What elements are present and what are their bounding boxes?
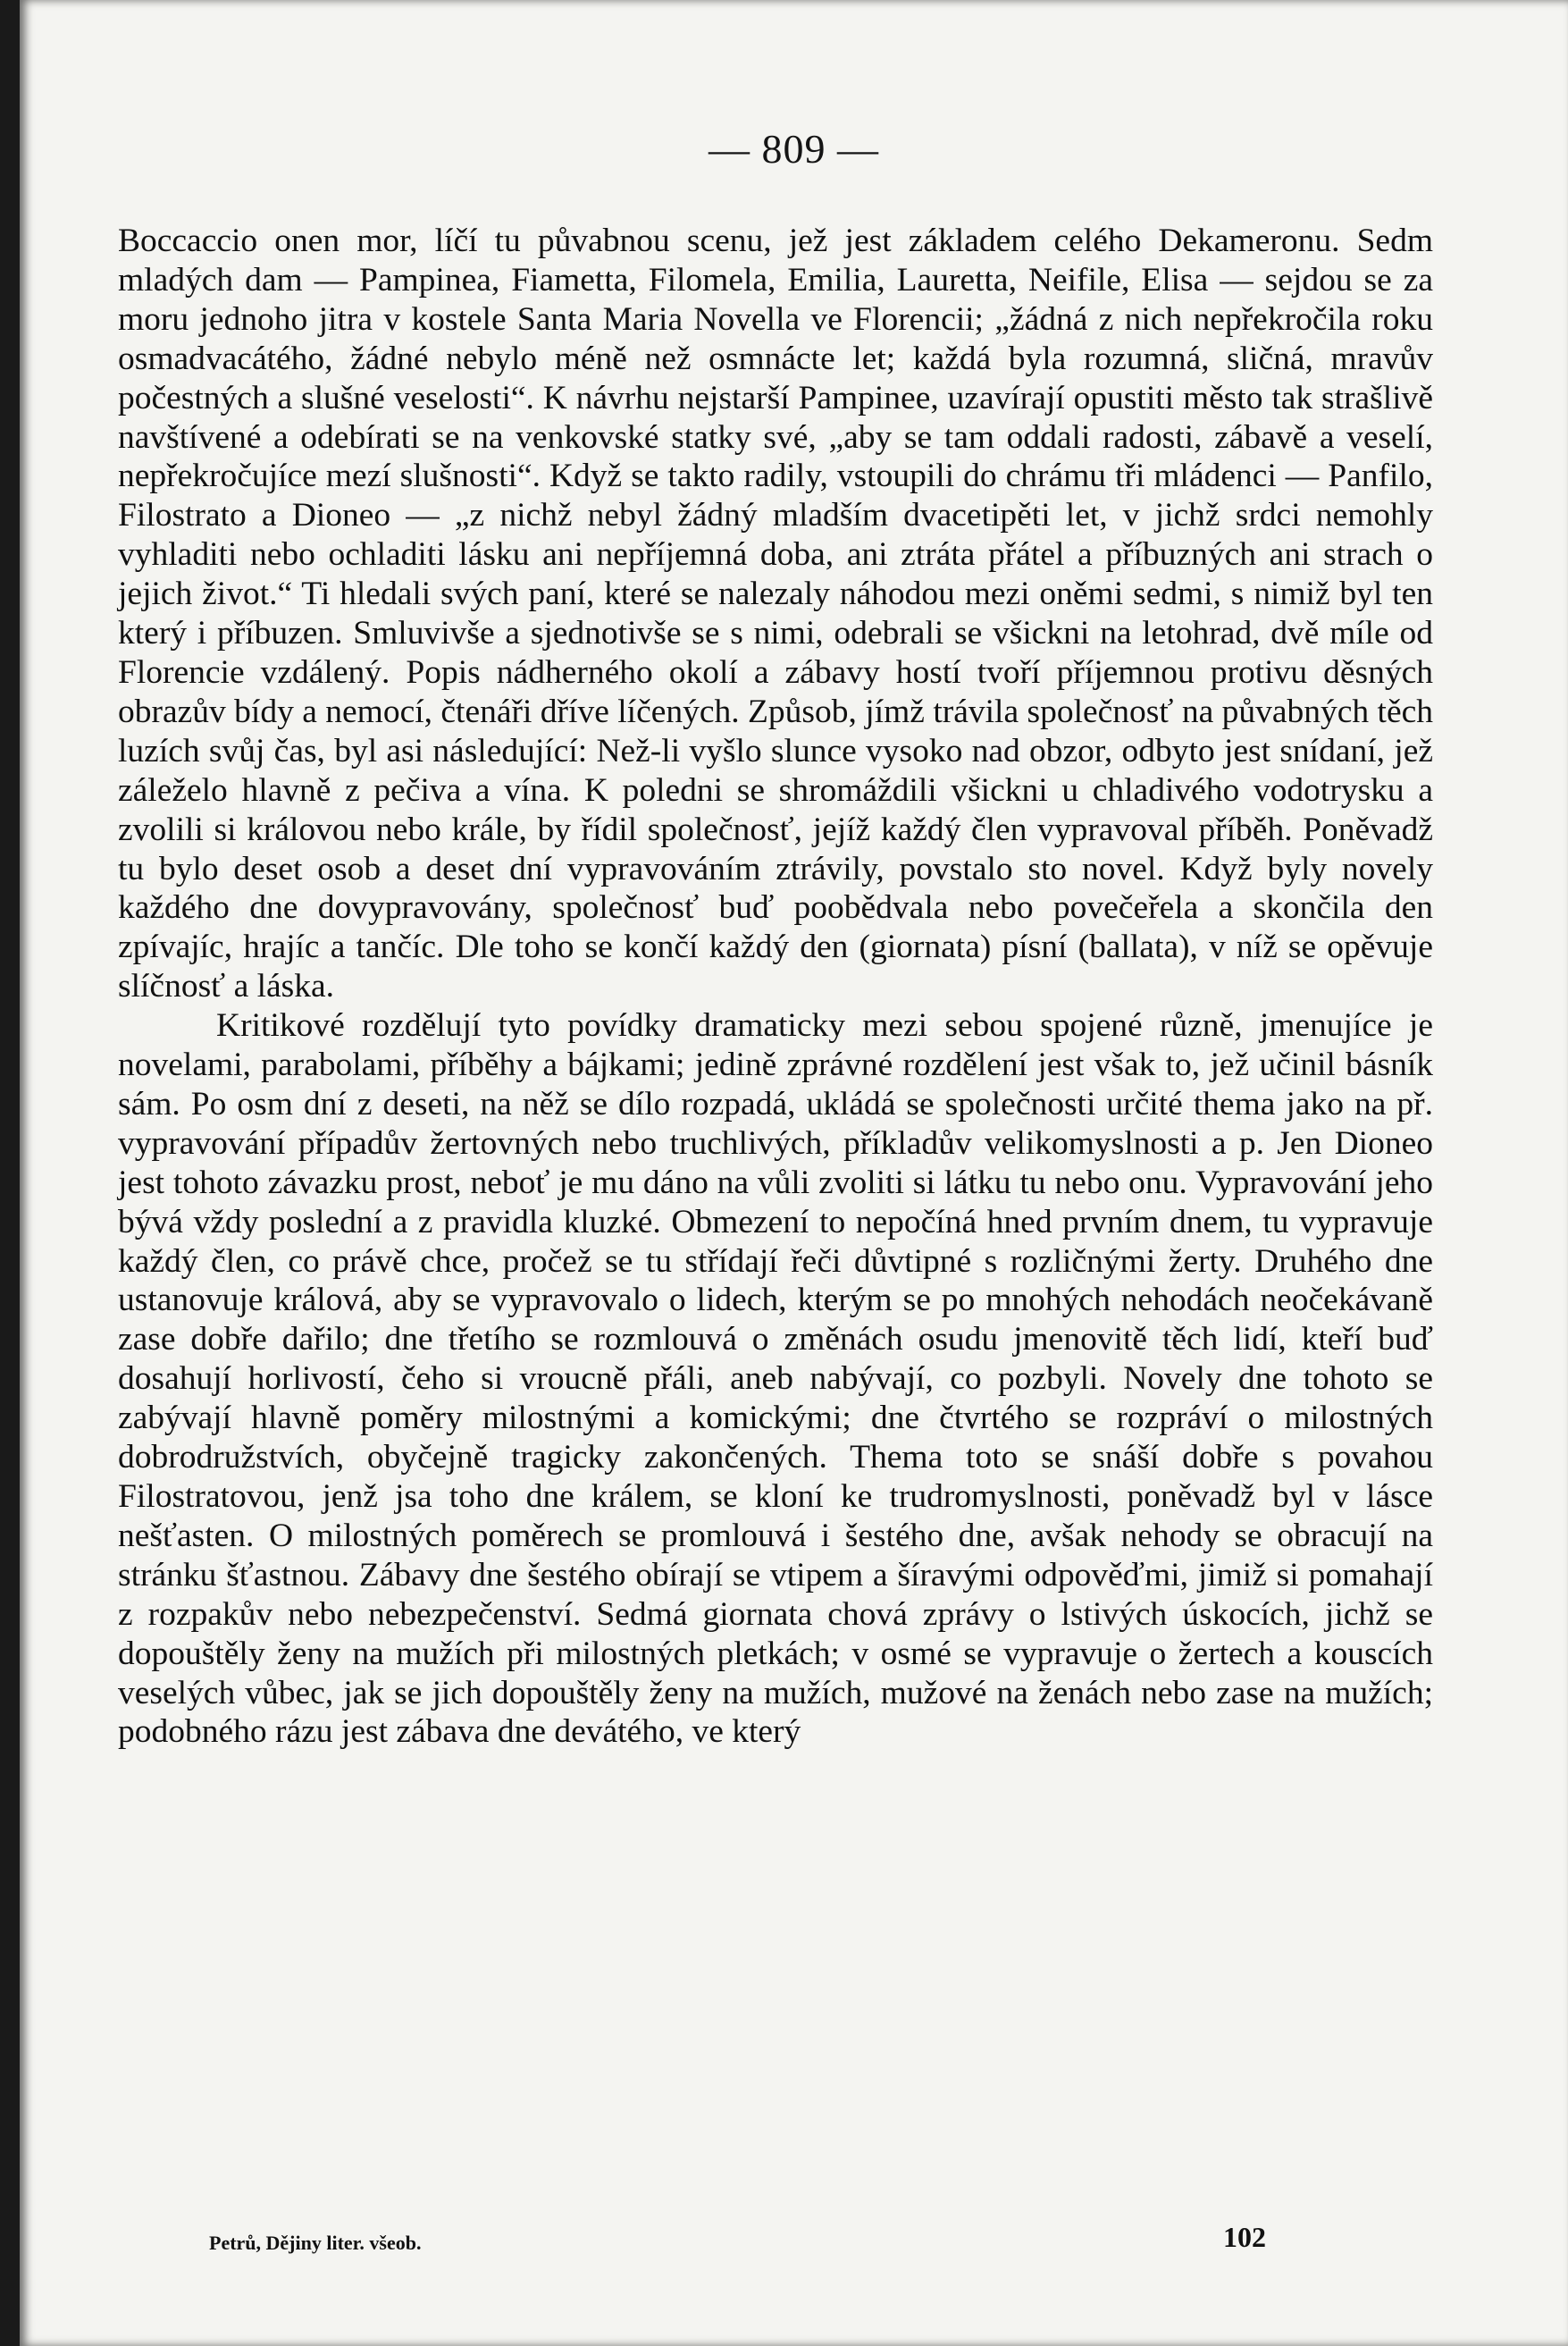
body-text bbox=[118, 222, 1433, 1752]
book-page bbox=[20, 0, 1568, 2346]
paragraph-1: Boccaccio onen mor, líčí tu půvabnou scenu, jež jest základem celého Dekameronu. Sedm mladých dam — Pampinea, Fiametta, Filomela, Emilia, Lauretta, Neifile, Elisa — sejdou se za moru jednoho jitra v kostele Santa Maria Novella ve Florencii; „žádná z nich nepřekročila roku osmadvacátého, žádné nebylo méně než osmnácte let; každá byla rozumná, sličná, mravův počestných a slušné veselosti“. K návrhu nejstarší Pampinee, uzavírají opustiti město tak strašlivě navštívené a odebírati se na venkovské statky své, „aby se tam oddali radosti, zábavě a veselí, nepřekročujíce mezí slušnosti“. Když se takto radily, vstoupili do chrámu tři mládenci — Panfilo, Filostrato a Dioneo — „z nichž nebyl žádný mladším dvacetipěti let, v jichž srdci nemohly vyhladiti nebo ochladiti lásku ani nepříjemná doba, ani ztráta přátel a příbuzných ani strach o jejich život.“ Ti hledali svých paní, které se nalezaly náhodou mezi oněmi sedmi, s nimiž byl ten který i příbuzen. Smluvivše a sjednotivše se s nimi, odebrali se všickni na letohrad, dvě míle od Florencie vzdálený. Popis nádherného okolí a zábavy hostí tvoří příjemnou protivu děsných obrazův bídy a nemocí, čtenáři dříve líčených. Způsob, jímž trávila společnosť na půvabných těch luzích svůj čas, byl asi následující: Než-li vyšlo slunce vysoko nad obzor, odbyto jest snídaní, jež záleželo hlavně z pečiva a vína. K poledni se shromáždili všickni u chladivého vodotrysku a zvolili si královou nebo krále, by řídil společnosť, jejíž každý člen vypravoval příběh. Poněvadž tu bylo deset osob a deset dní vypravováním ztrávily, povstalo sto novel. Když byly novely každého dne dovypravovány, společnosť buď poobědvala nebo povečeřela a skončila den zpívajíc, hrajíc a tančíc. Dle toho se končí každý den (giornata) písní (ballata), v níž se opěvuje slíčnosť a láska. bbox=[118, 223, 1433, 1005]
page-number: — 809 — bbox=[709, 126, 879, 172]
footer-signature: Petrů, Dějiny liter. všeob. bbox=[209, 2232, 422, 2254]
paragraph-2: Kritikové rozdělují tyto povídky dramaticky mezi sebou spojené různě, jmenujíce je novelami, parabolami, příběhy a bájkami; jedině zprávné rozdělení jest však to, jež učinil básník sám. Po osm dní z deseti, na něž se dílo rozpadá, ukládá se společnosti určité thema jako na př. vypravování případův žertovných nebo truchlivých, příkladův velikomyslnosti a p. Jen Dioneo jest tohoto závazku prost, neboť je mu dáno na vůli zvoliti si látku tu nebo onu. Vypravování jeho bývá vždy poslední a z pravidla kluzké. Obmezení to nepočíná hned prvním dnem, tu vypravuje každý člen, co právě chce, pročež se tu střídají řeči důvtipné s rozličnými žerty. Druhého dne ustanovuje králová, aby se vypravovalo o lidech, kterým se po mnohých nehodách neočekávaně zase dobře dařilo; dne třetího se rozmlouvá o změnách osudu jmenovitě těch lidí, kteří buď dosahují horlivostí, čeho si vroucně přáli, aneb nabývají, co pozbyli. Novely dne tohoto se zabývají hlavně poměry milostnými a komickými; dne čtvrtého se rozpráví o milostných dobrodružstvích, obyčejně tragicky zakončených. Thema toto se snáší dobře s povahou Filostratovou, jenž jsa toho dne králem, se kloní ke trudromyslnosti, poněvadž byl v lásce nešťasten. O milostných poměrech se promlouvá i šestého dne, avšak nehody se obracují na stránku šťastnou. Zábavy dne šestého obírají se vtipem a šíravými odpověďmi, jimiž si pomahají z rozpakův nebo nebezpečenství. Sedmá giornata chová zprávy o lstivých úskocích, jichž se dopouštěly ženy na mužích při milostných pletkách; v osmé se vypravuje o žertech a kouscích veselých vůbec, jak se jich dopouštěly ženy na mužích, mužové na ženách nebo zase na mužích; podobného rázu jest zábava dne devátého, ve který bbox=[118, 1007, 1433, 1751]
sheet-number: 102 bbox=[1223, 2221, 1266, 2253]
